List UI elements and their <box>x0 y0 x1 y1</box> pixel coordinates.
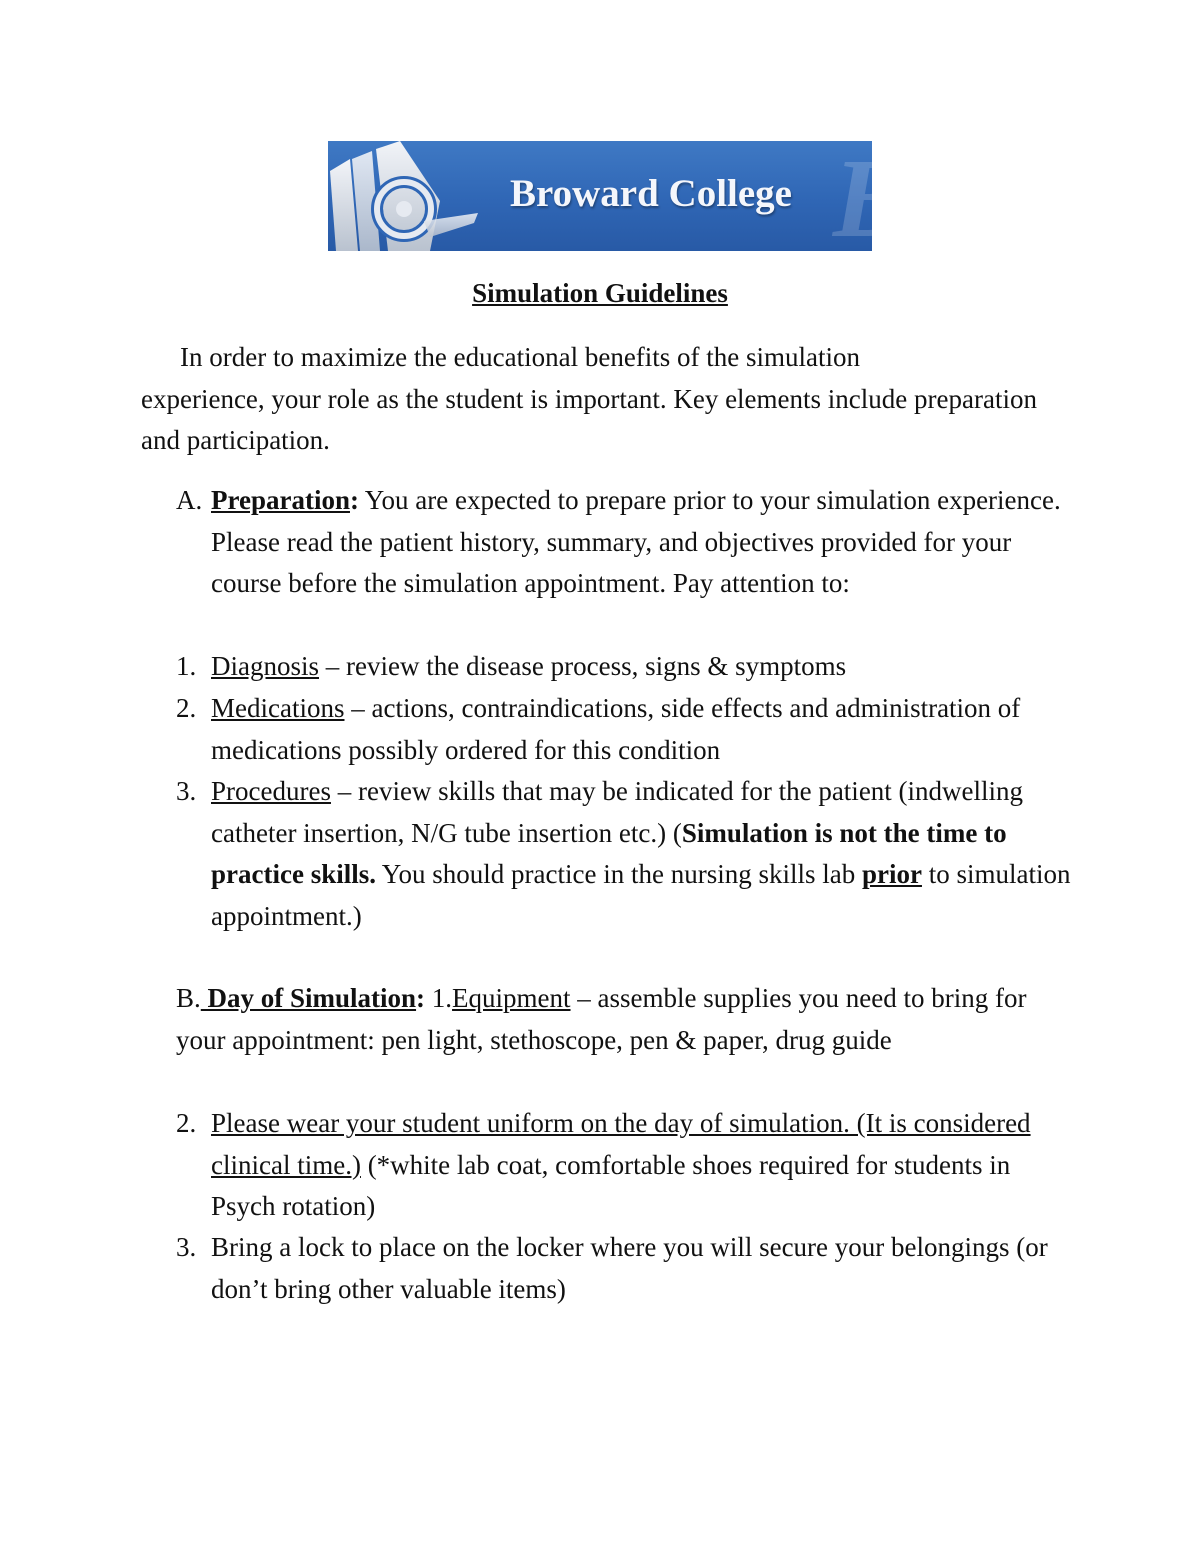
equipment-text: – assemble supplies you need to bring for your appointment: pen light, stethoscope, pen & paper, drug guide <box>176 983 1027 1055</box>
college-emblem-icon <box>328 141 503 251</box>
section-a-heading: Preparation <box>211 485 350 515</box>
section-a-colon: : <box>349 485 359 515</box>
procedures-bold-note: Simulation is not the time to practice skills. <box>211 817 1007 889</box>
uniform-requirement: Please wear your student uniform on the day of simulation. (It is considered clinical time.) <box>211 1108 1031 1180</box>
procedures-text-2: You should practice in the nursing skills lab <box>375 859 862 889</box>
section-a-marker: A. <box>176 485 203 515</box>
list-number: 1. <box>176 651 197 681</box>
term-procedures: Procedures <box>211 776 331 806</box>
section-a <box>176 480 1076 605</box>
equipment-number: 1. <box>425 983 453 1013</box>
list-number: 3. <box>176 776 197 806</box>
list-item-medications <box>176 688 1076 771</box>
list-number: 2. <box>176 693 197 723</box>
section-b-heading: Day of Simulation <box>200 983 417 1013</box>
intro-line-1: In order to maximize the educational benefits of the simulation <box>180 342 861 372</box>
logo-watermark: BC <box>833 137 963 261</box>
broward-college-logo <box>328 137 963 261</box>
section-b <box>176 978 1076 1061</box>
section-b-marker: B. <box>176 983 201 1013</box>
list-item-diagnosis <box>176 646 1076 688</box>
intro-line-2: experience, your role as the student is important. Key elements include preparation and participation. <box>141 383 1037 455</box>
procedures-text: – review skills that may be indicated for the patient (indwelling catheter insertion, N/G tube insertion etc.) ( <box>211 776 1024 848</box>
term-diagnosis: Diagnosis <box>211 651 319 681</box>
term-equipment: Equipment <box>452 983 571 1013</box>
college-name: Broward College <box>510 172 792 215</box>
page-title: Simulation Guidelines <box>472 278 728 308</box>
lock-text: Bring a lock to place on the locker where you will secure your belongings (or don’t bring other valuable items) <box>211 1232 1048 1304</box>
term-medications: Medications <box>211 693 345 723</box>
list-number: 3. <box>176 1232 197 1262</box>
list-item-lock <box>176 1227 1076 1310</box>
procedures-emphasis: prior <box>861 859 922 889</box>
medications-text: – actions, contraindications, side effects and administration of medications possibly ordered for this condition <box>211 693 1021 765</box>
diagnosis-text: – review the disease process, signs & symptoms <box>319 651 847 681</box>
procedures-text-3: to simulation appointment.) <box>211 859 1071 931</box>
uniform-text: (*white lab coat, comfortable shoes required for students in Psych rotation) <box>211 1149 1011 1221</box>
section-b-colon: : <box>416 983 426 1013</box>
list-item-uniform <box>176 1103 1076 1228</box>
section-a-text: You are expected to prepare prior to your simulation experience. Please read the patient history, summary, and objectives provided for your course before the simulation appointment. Pay attention to: <box>211 485 1061 598</box>
list-item-procedures <box>176 771 1076 937</box>
list-number: 2. <box>176 1108 197 1138</box>
intro-paragraph <box>141 337 1081 462</box>
